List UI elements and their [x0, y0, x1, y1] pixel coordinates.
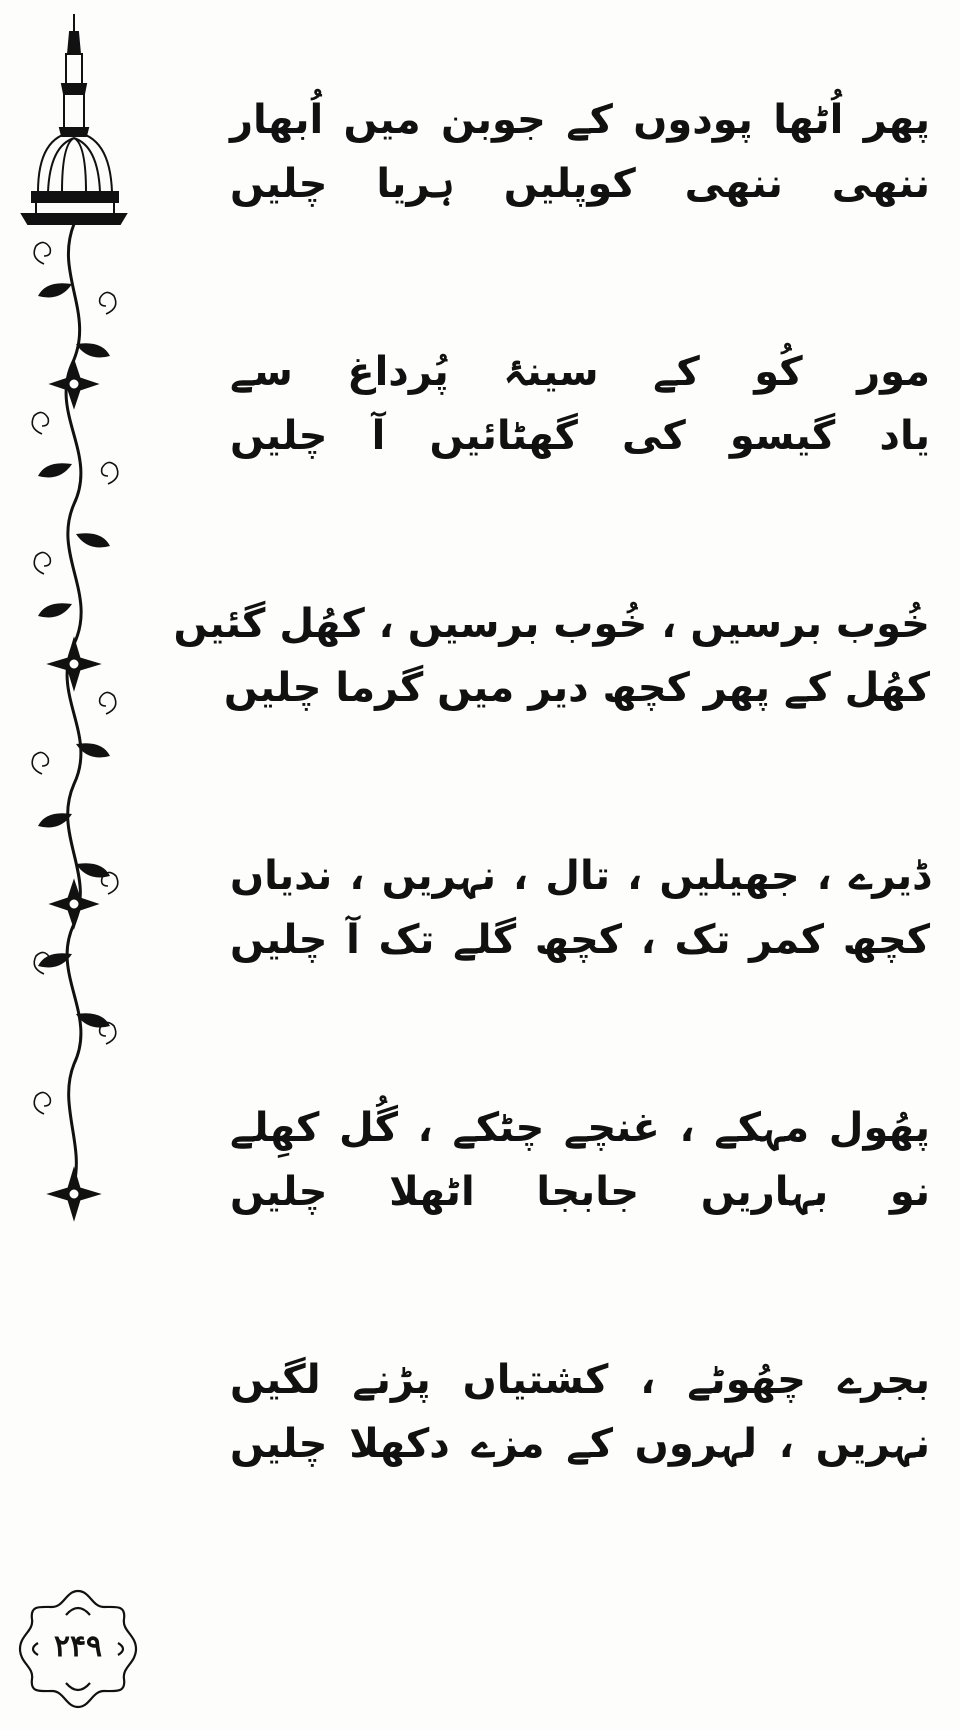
page-number: ۲۴۹ [53, 1629, 103, 1664]
verse-line: یاد گیسو کی گھٹائیں آ چلیں [230, 413, 930, 459]
verse-line: مور کُو کے سینۂ پُرداغ سے [230, 349, 930, 395]
stanza-1 [230, 88, 930, 216]
verse-line: خُوب برسیں ، خُوب برسیں ، کھُل گئیں [173, 601, 930, 647]
verse-line: نہریں ، لہروں کے مزے دکھلا چلیں [230, 1421, 930, 1467]
verse-line: پھُول مہکے ، غنچے چٹکے ، گُل کھِلے [230, 1105, 930, 1151]
verse-line: پھر اُٹھا پودوں کے جوبن میں اُبھار [230, 97, 930, 143]
stanza-4 [230, 844, 930, 972]
verse-line: کھُل کے پھر کچھ دیر میں گرما چلیں [223, 665, 930, 711]
page-number-badge [12, 1585, 144, 1713]
stanza-2 [230, 340, 930, 468]
verse-line: ننھی ننھی کوپلیں ہریا چلیں [230, 161, 930, 207]
stanza-5 [230, 1096, 930, 1224]
minaret-dome-floral-vine-icon [14, 14, 144, 1244]
verse-line: بجرے چھُوٹے ، کشتیاں پڑنے لگیں [230, 1357, 930, 1403]
verse-line: کچھ کمر تک ، کچھ گلے تک آ چلیں [230, 917, 930, 963]
verse-line: نو بہاریں جابجا اٹھلا چلیں [230, 1169, 930, 1215]
stanza-3 [173, 592, 930, 720]
stanza-6 [230, 1348, 930, 1476]
poem [173, 88, 930, 1476]
verse-line: ڈیرے ، جھیلیں ، تال ، نہریں ، ندیاں [230, 853, 930, 899]
